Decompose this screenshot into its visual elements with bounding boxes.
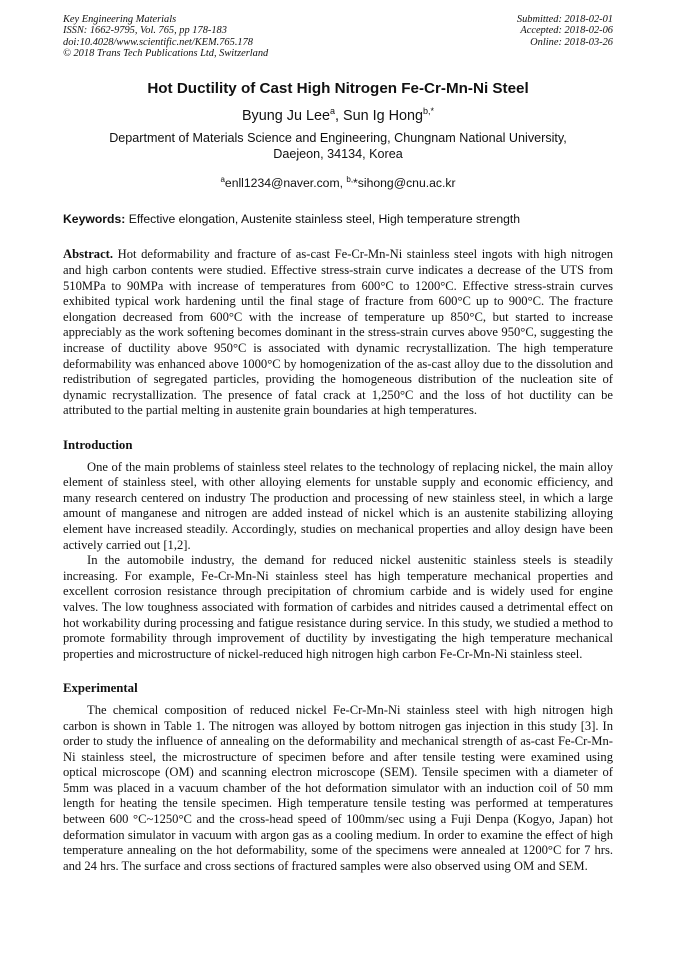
- abstract: [63, 247, 613, 419]
- body-paragraph: One of the main problems of stainless steel relates to the technology of replacing nickel, the main alloy element of stainless steel, with other alloying elements for unstable supply and economic efficiency, and many research centered on industry The production and processing of new stainless steel, in which a large amount of manganese and nitrogen are added instead of nickel which is an austenite stabilizing alloying element have increased steadily. Accordingly, studies on mechanical properties and alloy design have been actively carried out [1,2].: [63, 459, 613, 552]
- paper-page: [63, 14, 613, 874]
- email-mark: a: [220, 175, 225, 185]
- author-name: Byung Ju Lee: [241, 107, 330, 124]
- keywords-label: Keywords:: [63, 212, 126, 227]
- journal-header: [63, 14, 613, 60]
- keywords: [63, 212, 613, 227]
- body-paragraph: In the automobile industry, the demand for reduced nickel austenitic stainless steels is steadily increasing. For example, Fe-Cr-Mn-Ni stainless steel has high temperature mechanical properties and excellent corrosion resistance through precipitation of chromium carbide and is widely used for engine valves. The low toughness associated with formation of carbides and nitrides caused a detrimental effect on hot workability during processing and fatigue resistance during service. In this study, we studied a method to promote formability through improvement of ductility by investigating the high temperature mechanical properties and microstructure of nickel-reduced high nitrogen high carbon Fe-Cr-Mn-Ni stainless steel.: [63, 553, 613, 661]
- email-address[interactable]: *sihong@cnu.ac.kr: [353, 176, 456, 191]
- author-list: [63, 102, 613, 125]
- keywords-text: Effective elongation, Austenite stainless steel, High temperature strength: [125, 212, 521, 227]
- issn-line: ISSN: 1662-9795, Vol. 765, pp 178-183: [63, 25, 227, 37]
- affiliation: [63, 130, 613, 162]
- body-paragraph: The chemical composition of reduced nickel Fe-Cr-Mn-Ni stainless steel with high nitrogen high carbon is shown in Table 1. The nitrogen was alloyed by bottom nitrogen gas injection in this study [3]. In order to study the influence of annealing on the deformability and mechanical strength of as-cast Fe-Cr-Mn-Ni stainless steel, the microstructure of specimen before and after tensile testing were examined using optical microscope (OM) and scanning electron microscope (SEM). Tensile specimen with a diameter of 5mm was placed in a vacuum chamber of the hot deformation simulator with an induction coil of 50 mm length for heating the tensile specimen. High temperature tensile testing was performed at temperatures between 600 °C~1250°C and the cross-head speed of 100mm/sec using a Fuji Denpa (Kogyo, Japan) hot deformation simulator in vacuum with argon gas as a cooling medium. In order to examine the effect of high temperature annealing on the hot deformability, some of the specimens were annealed at 1200°C for 7 hrs. and 24 hrs. The surface and cross sections of fractured samples were also observed using OM and SEM.: [63, 702, 613, 873]
- email-address[interactable]: enll1234@naver.com,: [224, 176, 347, 191]
- submitted-date: Submitted: 2018-02-01: [516, 14, 613, 25]
- email-mark: b,: [346, 175, 354, 185]
- accepted-date: Accepted: 2018-02-06: [520, 25, 613, 37]
- abstract-text: Hot deformability and fracture of as-cast Fe-Cr-Mn-Ni stainless steel ingots with high nitrogen and high carbon contents were studied. Effective stress-strain curve indicates a decrease of the UTS from 510MPa to 90MPa with increase of temperatures from 600°C to 1200°C. Effective stress-strain curves exhibited typical work hardening until the final stage of fracture from 600°C up to 900°C. The fracture elongation decreased from 600°C with the increase of temperature up 850°C, but started to increase appreciably as the work softening becomes dominant in the stress-strain curves above 950°C, suggesting the increase of ductility above 950°C is associated with dynamic recrystallization. The high temperature deformability was enhanced above 1000°C by homogenization of the as-cast alloy due to the dissolution and redistribution of segregated particles, providing the homogeneous distribution of the nucleation site of dynamic recrystallization. The presence of fatal crack at 1,250°C and the loss of hot ductility can be attributed to the partial melting in austenite grain boundaries at high temperatures.: [63, 247, 613, 418]
- author-separator: ,: [334, 107, 343, 124]
- author-emails: [63, 172, 613, 191]
- author-name: Sun Ig Hong: [342, 107, 423, 124]
- publication-dates: [517, 14, 613, 60]
- corresponding-author-mark: *: [430, 105, 435, 116]
- author-affiliation-letter: b,: [423, 105, 431, 116]
- section-heading-experimental: Experimental: [63, 681, 138, 696]
- publication-info: [63, 14, 268, 60]
- online-date: Online: 2018-03-26: [530, 36, 613, 48]
- paper-title: Hot Ductility of Cast High Nitrogen Fe-Cr-Mn-Ni Steel: [147, 79, 529, 97]
- section-heading-introduction: Introduction: [63, 438, 133, 453]
- copyright-line: © 2018 Trans Tech Publications Ltd, Switzerland: [63, 48, 269, 60]
- affiliation-line: Daejeon, 34134, Korea: [273, 147, 403, 162]
- author-affiliation-mark: a: [329, 105, 335, 116]
- journal-name: Key Engineering Materials: [63, 14, 177, 25]
- author-affiliation-mark: [423, 106, 434, 116]
- doi-line: doi:10.4028/www.scientific.net/KEM.765.178: [63, 36, 253, 48]
- abstract-label: Abstract.: [63, 247, 114, 262]
- affiliation-line: Department of Materials Science and Engineering, Chungnam National University,: [109, 131, 567, 146]
